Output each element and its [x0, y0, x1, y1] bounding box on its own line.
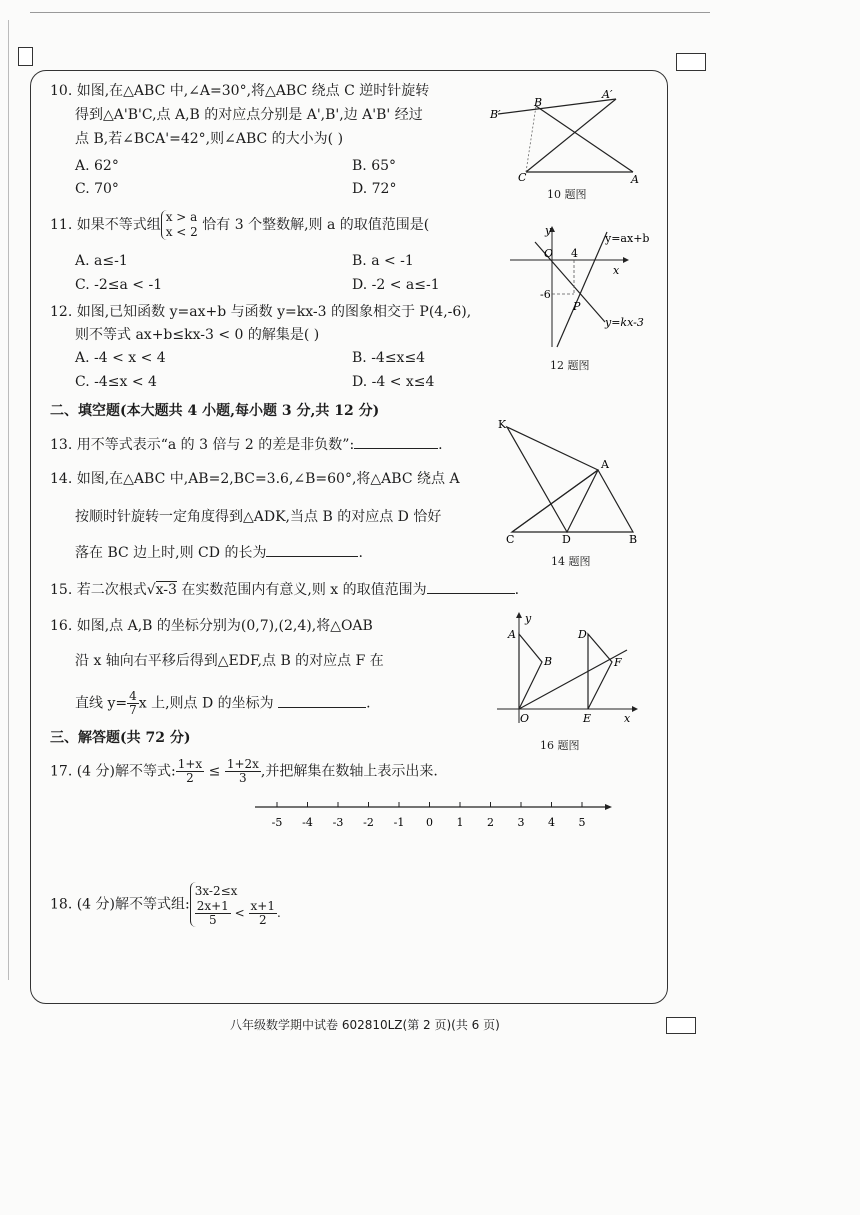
- q18-den2: 2: [258, 913, 267, 927]
- q18-prefix: 18. (4 分)解不等式组:: [50, 896, 190, 913]
- q16-line3-suffix: x 上,则点 D 的坐标为: [138, 695, 274, 712]
- q14-line3-text: 落在 BC 边上时,则 CD 的长为: [75, 545, 267, 561]
- q14-line3: [75, 542, 363, 564]
- q10-label-a: A: [631, 173, 639, 184]
- q13-line: [50, 434, 443, 456]
- q14-line1: 14. 如图,在△ABC 中,AB=2,BC=3.6,∠B=60°,将△ABC 绕点 A: [50, 471, 460, 487]
- q12-option-a: A. -4 < x < 4: [75, 350, 166, 366]
- q15-radicand: x-3: [155, 582, 177, 598]
- q15-prefix: 15. 若二次根式: [50, 582, 147, 598]
- q16-label-e: E: [583, 712, 592, 725]
- q12-line2: 则不等式 ax+b≤kx-3 < 0 的解集是( ): [75, 327, 320, 343]
- q11-system: [161, 210, 198, 240]
- q11-sys1: x > a: [165, 210, 198, 224]
- q14-end: .: [358, 545, 363, 561]
- numberline-tick-label: -5: [271, 816, 283, 829]
- q10-label-c: C: [518, 171, 527, 184]
- q16-frac-den: 7: [129, 703, 137, 717]
- q18-num1: 2x+1: [196, 899, 229, 913]
- q17-lhs-fraction: [176, 758, 204, 785]
- q16-label-a: A: [508, 628, 516, 641]
- q15-answer-blank[interactable]: [427, 593, 515, 594]
- q12-label-line1: y=ax+b: [605, 232, 650, 245]
- numberline-tick-label: -1: [393, 816, 405, 829]
- q16-slope-fraction: [127, 690, 139, 717]
- numberline-tick-label: -2: [363, 816, 374, 829]
- q16-figure: [492, 608, 652, 733]
- q18-den1: 5: [208, 913, 217, 927]
- q10-option-d: D. 72°: [352, 181, 397, 197]
- q18-frac2: [249, 900, 277, 927]
- q11-option-c: C. -2≤a < -1: [75, 277, 163, 293]
- q17-number-line[interactable]: [250, 795, 620, 835]
- q17-op: ≤: [208, 763, 221, 780]
- q11-prefix: 11. 如果不等式组: [50, 217, 161, 233]
- q16-label-x: x: [624, 712, 631, 725]
- q12-option-c: C. -4≤x < 4: [75, 374, 157, 390]
- q16-label-b: B: [544, 655, 553, 668]
- q15-line: [50, 579, 519, 601]
- q16-line2: 沿 x 轴向右平移后得到△EDF,点 B 的对应点 F 在: [75, 653, 384, 669]
- q10-option-b: B. 65°: [352, 158, 397, 174]
- q17-rhs-den: 3: [239, 771, 247, 785]
- q12-label-p: P: [573, 300, 581, 313]
- numberline-tick-label: 5: [578, 816, 586, 829]
- q10-option-a: A. 62°: [75, 158, 119, 174]
- q10-label-bprime: B′: [490, 108, 501, 121]
- q10-line3: 点 B,若∠BCA'=42°,则∠ABC 的大小为( ): [75, 131, 344, 147]
- q14-figure: [495, 415, 655, 545]
- q16-frac-num: 4: [129, 689, 137, 703]
- q11-sys2: x < 2: [165, 225, 198, 239]
- numberline-tick-label: 4: [548, 816, 555, 829]
- q16-label-o: O: [520, 712, 530, 725]
- section3-heading: 三、解答题(共 72 分): [50, 730, 191, 746]
- q10-label-b: B: [534, 96, 543, 109]
- q12-label-line2: y=kx-3: [605, 316, 644, 329]
- q10-line1: 10. 如图,在△ABC 中,∠A=30°,将△ABC 绕点 C 逆时针旋转: [50, 83, 430, 99]
- q11-suffix: 恰有 3 个整数解,则 a 的取值范围是(: [202, 217, 430, 233]
- section2-heading: 二、填空题(本大题共 4 小题,每小题 3 分,共 12 分): [50, 403, 380, 419]
- q11-option-b: B. a < -1: [352, 253, 414, 269]
- q14-caption: 14 题图: [551, 555, 591, 568]
- page-footer: 八年级数学期中试卷 602810LZ(第 2 页)(共 6 页): [230, 1018, 500, 1032]
- q18-num2: x+1: [250, 899, 275, 913]
- q12-label-y: y: [545, 224, 552, 237]
- numberline-tick-label: 2: [487, 816, 494, 829]
- q16-line1: 16. 如图,点 A,B 的坐标分别为(0,7),(2,4),将△OAB: [50, 618, 373, 634]
- q10-option-c: C. 70°: [75, 181, 119, 197]
- q14-label-c: C: [506, 533, 515, 545]
- numberline-tick-label: 1: [456, 816, 464, 829]
- q17-rhs-fraction: [225, 758, 261, 785]
- q10-label-aprime: A′: [602, 88, 613, 101]
- q16-line3-prefix: 直线 y=: [75, 695, 128, 712]
- q12-option-b: B. -4≤x≤4: [352, 350, 426, 366]
- q18-end: .: [277, 906, 281, 920]
- q14-label-k: K: [498, 418, 507, 431]
- q18-line: [50, 882, 281, 927]
- corner-box-bottom: [666, 1017, 696, 1034]
- q12-caption: 12 题图: [550, 359, 590, 372]
- q17-line: [50, 758, 438, 785]
- q16-end: .: [366, 695, 371, 712]
- numberline-tick-label: -3: [332, 816, 344, 829]
- numberline-tick-label: -4: [302, 816, 313, 829]
- q16-label-y: y: [525, 612, 532, 625]
- q16-label-f: F: [614, 656, 622, 669]
- q15-suffix: 在实数范围内有意义,则 x 的取值范围为: [181, 582, 427, 598]
- q11-line: [50, 210, 429, 240]
- q17-rhs-num: 1+2x: [226, 757, 259, 771]
- q12-label-o: O: [544, 247, 554, 260]
- q12-label-x: x: [613, 264, 620, 277]
- q14-label-b: B: [629, 533, 638, 545]
- q10-figure: [488, 84, 658, 184]
- q18-system: [190, 882, 281, 927]
- q11-option-a: A. a≤-1: [75, 253, 128, 269]
- q18-frac1: [195, 900, 231, 927]
- q17-prefix: 17. (4 分)解不等式:: [50, 763, 176, 780]
- q15-end: .: [514, 582, 520, 598]
- scan-left-line: [8, 20, 9, 980]
- q12-label-neg6: -6: [540, 288, 551, 301]
- q12-line1: 12. 如图,已知函数 y=ax+b 与函数 y=kx-3 的图象相交于 P(4,-6),: [50, 304, 472, 320]
- q16-answer-blank[interactable]: [278, 707, 366, 708]
- q13-answer-blank[interactable]: [354, 448, 438, 449]
- q12-option-d: D. -4 < x≤4: [352, 374, 435, 390]
- q12-label-4: 4: [571, 247, 578, 260]
- q16-line3: [75, 690, 371, 717]
- q16-label-d: D: [578, 628, 587, 641]
- q12-figure: [505, 222, 665, 352]
- numberline-tick-label: 0: [426, 816, 433, 829]
- q15-radical-sign: √: [146, 582, 156, 598]
- numberline-tick-label: 3: [517, 816, 525, 829]
- q11-option-d: D. -2 < a≤-1: [352, 277, 440, 293]
- q13-end: .: [438, 437, 443, 453]
- q14-label-a: A: [601, 458, 609, 471]
- q10-line2: 得到△A'B'C,点 A,B 的对应点分别是 A',B',边 A'B' 经过: [75, 107, 423, 123]
- q14-answer-blank[interactable]: [266, 556, 358, 557]
- corner-box-left: [18, 47, 33, 66]
- q18-op: <: [234, 906, 245, 920]
- q17-lhs-num: 1+x: [177, 757, 203, 771]
- scan-top-line: [30, 12, 710, 13]
- q16-caption: 16 题图: [540, 739, 580, 752]
- corner-box-right: [676, 53, 706, 71]
- q10-caption: 10 题图: [547, 188, 587, 201]
- q14-line2: 按顺时针旋转一定角度得到△ADK,当点 B 的对应点 D 恰好: [75, 509, 442, 525]
- q14-label-d: D: [562, 533, 571, 545]
- q18-sys1: 3x-2≤x: [194, 884, 238, 898]
- q13-text: 13. 用不等式表示“a 的 3 倍与 2 的差是非负数”:: [50, 437, 355, 453]
- q17-lhs-den: 2: [186, 771, 194, 785]
- q17-suffix: ,并把解集在数轴上表示出来.: [260, 763, 438, 780]
